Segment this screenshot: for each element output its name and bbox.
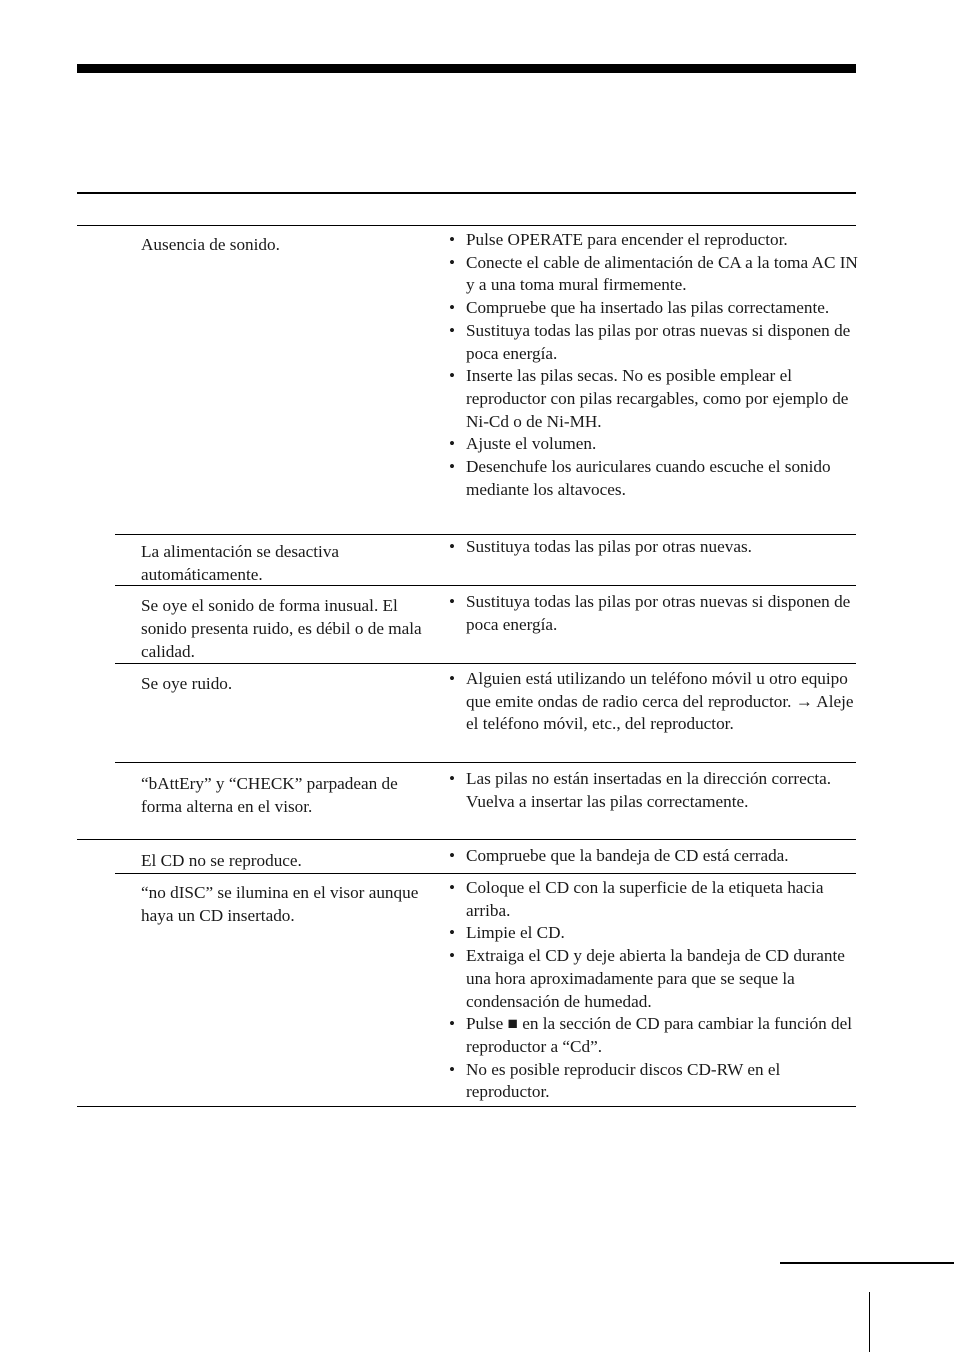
row-divider — [115, 762, 856, 763]
remedy-item: • Desenchufe los auriculares cuando escuche el sonido mediante los altavoces. — [446, 456, 858, 501]
remedy-item: • Compruebe que la bandeja de CD está cerrada. — [446, 845, 858, 868]
problem-battery-check: “bAttEry” y “CHECK” parpadean de forma alterna en el visor. — [141, 774, 398, 816]
row-divider — [115, 663, 856, 664]
problem-noise: Se oye ruido. — [141, 674, 233, 693]
remedy-item: • Sustituya todas las pilas por otras nuevas si disponen de poca energía. — [446, 320, 858, 365]
section-divider — [77, 839, 856, 840]
remedy-item: • Pulse OPERATE para encender el reproductor. — [446, 229, 858, 252]
remedy-item: • Limpie el CD. — [446, 922, 858, 945]
remedy-item: • Extraiga el CD y deje abierta la bandeja de CD durante una hora aproximadamente para que se seque la condensación de humedad. — [446, 945, 858, 1013]
remedy-item: • Pulse ■ en la sección de CD para cambiar la función del reproductor a “Cd”. — [446, 1013, 858, 1058]
remedies-battery-check — [446, 768, 858, 813]
corner-vertical-rule — [869, 1292, 870, 1352]
remedy-item: • Las pilas no están insertadas en la dirección correcta. Vuelva a insertar las pilas correctamente. — [446, 768, 858, 813]
remedies-cd-no-play — [446, 845, 858, 868]
problem-cd-no-play: El CD no se reproduce. — [141, 851, 302, 870]
remedy-item: • Compruebe que ha insertado las pilas correctamente. — [446, 297, 858, 320]
table-header-rule — [77, 192, 856, 194]
row-divider — [115, 534, 856, 535]
table-top-rule — [77, 225, 856, 226]
table-bottom-rule — [77, 1106, 856, 1107]
remedies-no-disc — [446, 877, 858, 1104]
top-black-bar — [77, 64, 856, 73]
corner-rule — [780, 1262, 954, 1264]
problem-no-sound: Ausencia de sonido. — [141, 235, 280, 254]
remedy-item: • Alguien está utilizando un teléfono móvil u otro equipo que emite ondas de radio cerca del reproductor. → Aleje el teléfono móvil, etc., del reproductor. — [446, 668, 858, 736]
remedy-item: • Coloque el CD con la superficie de la etiqueta hacia arriba. — [446, 877, 858, 922]
row-divider — [115, 585, 856, 586]
remedy-item: • No es posible reproducir discos CD-RW en el reproductor. — [446, 1059, 858, 1104]
problem-unusual-sound: Se oye el sonido de forma inusual. El sonido presenta ruido, es débil o de mala calidad. — [141, 596, 422, 661]
remedy-item: • Inserte las pilas secas. No es posible emplear el reproductor con pilas recargables, como por ejemplo de Ni-Cd o de Ni-MH. — [446, 365, 858, 433]
remedies-power-off — [446, 536, 858, 559]
remedy-item: • Ajuste el volumen. — [446, 433, 858, 456]
problem-no-disc: “no dISC” se ilumina en el visor aunque haya un CD insertado. — [141, 883, 419, 925]
remedy-item: • Sustituya todas las pilas por otras nuevas. — [446, 536, 858, 559]
remedies-no-sound — [446, 229, 858, 501]
remedy-item: • Sustituya todas las pilas por otras nuevas si disponen de poca energía. — [446, 591, 858, 636]
row-divider — [115, 873, 856, 874]
remedies-unusual-sound — [446, 591, 858, 636]
problem-power-off: La alimentación se desactiva automáticamente. — [141, 542, 340, 584]
remedies-noise — [446, 668, 858, 736]
remedy-item: • Conecte el cable de alimentación de CA a la toma AC IN y a una toma mural firmemente. — [446, 252, 858, 297]
